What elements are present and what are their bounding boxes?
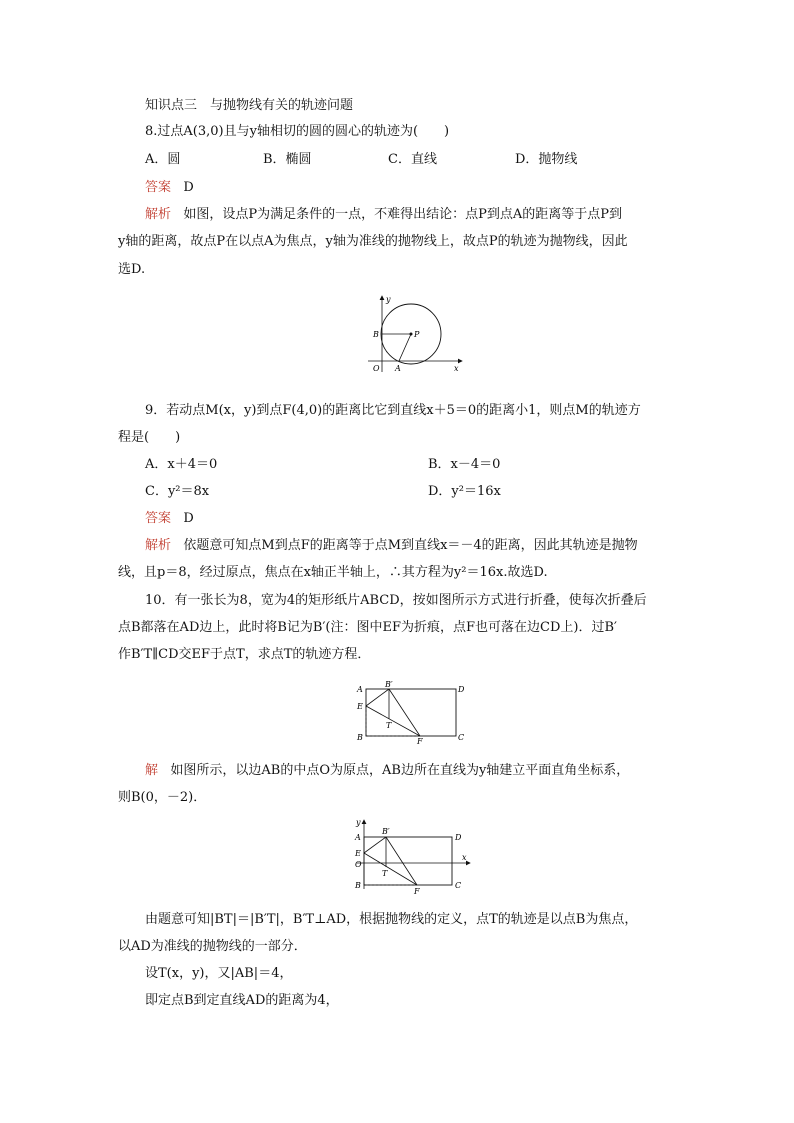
q10-continuation-line-4: 即定点B到定直线AD的距离为4， [145,993,339,1008]
q9-option-b: B．x－4＝0 [428,457,501,472]
answer-label: 答案 [145,511,172,526]
label-b: B [355,881,361,890]
label-c: C [458,733,465,742]
answer-label: 答案 [145,180,172,195]
label-a: A [395,364,401,373]
solution-text: 如图所示，以边AB的中点O为原点，AB边所在直线为y轴建立平面直角坐标系， [170,763,630,778]
q9-analysis-line-1 [145,537,638,555]
answer-value: D [183,511,194,526]
label-y: y [356,818,361,827]
q10-figure-1 [350,680,470,745]
q10-solution-line-1 [145,762,629,780]
fold-eb1 [364,837,386,853]
q8-figure [360,292,470,374]
q10-figure-2 [345,815,475,895]
q8-answer [145,179,194,197]
q9-option-a: A．x＋4＝0 [145,457,218,472]
q8-option-c: C．直线 [388,152,437,167]
q9-option-c: C．y²＝8x [145,484,210,499]
label-b: B [357,733,363,742]
q10-stem-line-2: 点B都落在AD边上，此时将B记为B′(注：图中EF为折痕，点F也可落在边CD上)．过B′ [118,620,617,635]
label-d: D [455,833,462,842]
fold-ef [366,706,420,736]
label-b1: B′ [382,827,390,836]
q9-stem-line-1: 9．若动点M(x，y)到点F(4,0)的距离比它到直线x＋5＝0的距离小1，则点M的轨迹方 [145,403,641,418]
label-o: O [373,364,380,373]
label-d: D [458,685,465,694]
label-b1: B′ [385,680,393,689]
label-f: F [417,737,423,745]
solution-label: 解 [145,763,159,778]
q8-option-a: A．圆 [145,152,181,167]
q10-continuation-line-3: 设T(x，y)，又|AB|＝4， [145,966,293,981]
q10-continuation-line-2: 以AD为准线的抛物线的一部分． [118,939,307,954]
label-b: B [373,330,379,339]
label-a: A [355,833,361,842]
label-x: x [454,364,459,373]
q8-analysis-line-3: 选D. [118,262,146,277]
label-a: A [357,685,363,694]
q10-solution-line-2: 则B(0，－2)． [118,790,207,805]
fold-b1f [386,837,417,885]
answer-value: D [183,180,194,195]
label-x: x [462,853,467,862]
segment-pa [399,334,411,361]
q8-option-d: D．抛物线 [515,152,578,167]
q9-option-d: D．y²＝16x [428,484,501,499]
fold-b1f [389,689,420,736]
q8-stem: 8.过点A(3,0)且与y轴相切的圆的圆心的轨迹为( ) [145,124,450,139]
label-f: F [414,887,420,895]
fold-eb1 [366,689,389,706]
q10-stem-line-3: 作B′T∥CD交EF于点T，求点T的轨迹方程． [118,647,371,662]
label-o: O [355,860,362,869]
q9-analysis-line-2: 线，且p＝8，经过原点，焦点在x轴正半轴上，∴其方程为y²＝16x.故选D. [118,565,548,580]
q9-answer [145,510,194,528]
label-e: E [355,849,361,858]
q10-continuation-line-1: 由题意可知|BT|＝|B′T|，B′T⊥AD，根据抛物线的定义，点T的轨迹是以点B为焦点， [145,912,638,927]
point-p [410,333,413,336]
analysis-label: 解析 [145,538,172,553]
analysis-text: 依题意可知点M到点F的距离等于点M到直线x＝－4的距离，因此其轨迹是抛物 [183,538,638,553]
analysis-label: 解析 [145,207,172,222]
q9-stem-line-2: 程是( ) [118,430,181,445]
label-c: C [455,881,462,890]
fold-ef [364,853,417,885]
q8-analysis-line-1 [145,206,622,224]
q8-analysis-line-2: y轴的距离，故点P在以点A为焦点，y轴为准线的抛物线上，故点P的轨迹为抛物线，因此 [118,234,628,249]
label-e: E [357,702,363,711]
q8-option-b: B．椭圆 [263,152,312,167]
label-t: T [382,869,388,878]
label-y: y [386,295,391,304]
q10-stem-line-1: 10．有一张长为8，宽为4的矩形纸片ABCD，按如图所示方式进行折叠，使每次折叠后 [145,593,647,608]
section-title: 知识点三 与抛物线有关的轨迹问题 [145,98,354,113]
analysis-text: 如图，设点P为满足条件的一点，不难得出结论：点P到点A的距离等于点P到 [183,207,623,222]
label-p: P [414,330,420,339]
label-t: T [386,721,392,730]
